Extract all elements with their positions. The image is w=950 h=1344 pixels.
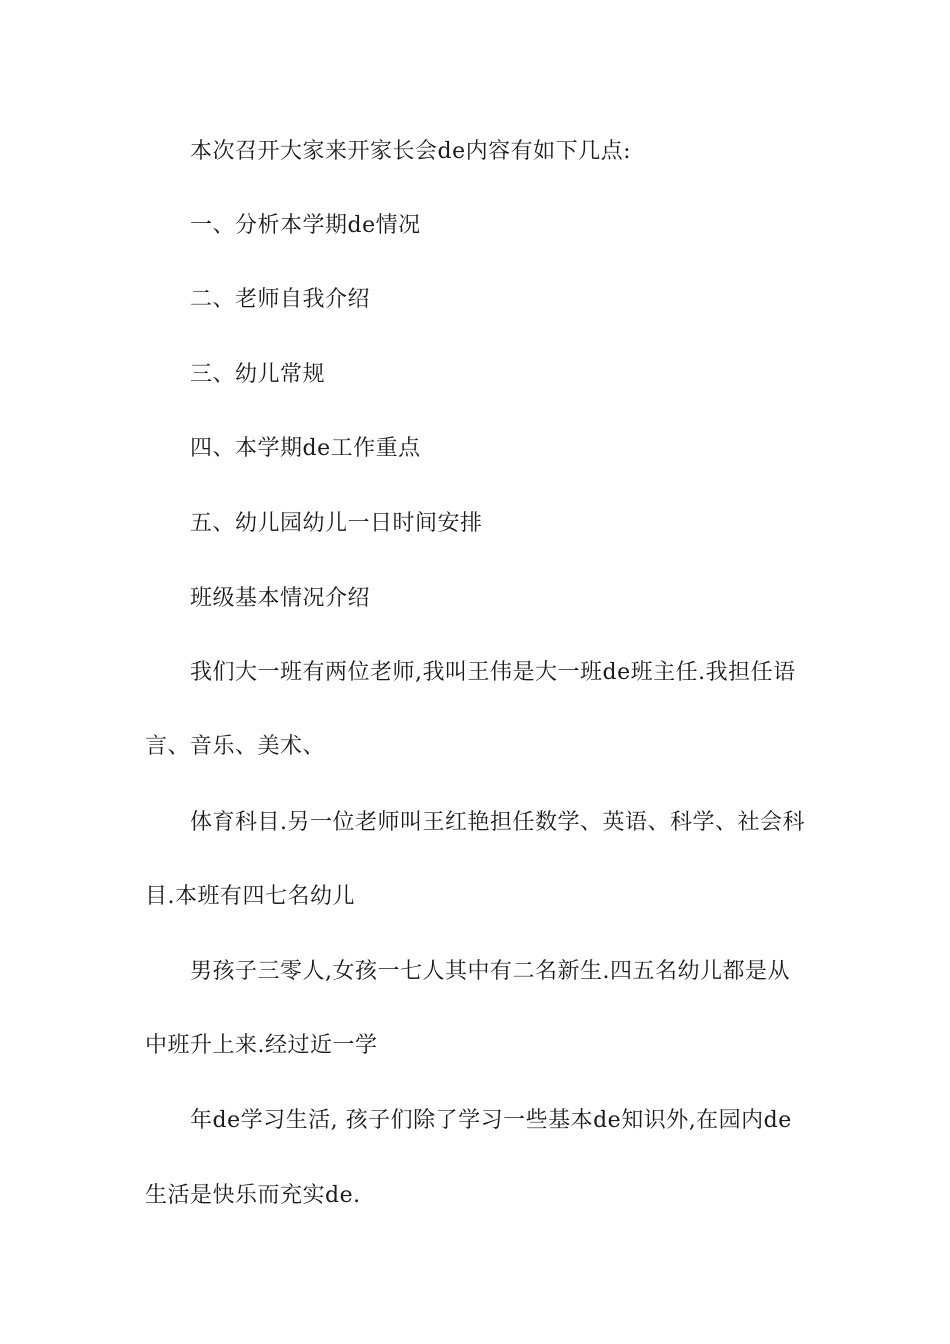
section-heading: 班级基本情况介绍 <box>190 586 371 611</box>
paragraph-line: 我们大一班有两位老师,我叫王伟是大一班de班主任.我担任语 <box>190 660 796 685</box>
paragraph-line: 男孩子三零人,女孩一七人其中有二名新生.四五名幼儿都是从 <box>190 959 790 984</box>
agenda-item-4: 四、本学期de工作重点 <box>190 436 421 461</box>
paragraph-line: 体育科目.另一位老师叫王红艳担任数学、英语、科学、社会科 <box>190 810 805 835</box>
paragraph-line: 中班升上来.经过近一学 <box>145 1033 378 1058</box>
paragraph-line: 言、音乐、美术、 <box>145 734 326 759</box>
agenda-item-2: 二、老师自我介绍 <box>190 287 371 312</box>
agenda-item-1: 一、分析本学期de情况 <box>190 213 421 238</box>
paragraph-line: 目.本班有四七名幼儿 <box>145 884 355 909</box>
paragraph-line: 年de学习生活, 孩子们除了学习一些基本de知识外,在园内de <box>190 1108 792 1133</box>
agenda-item-5: 五、幼儿园幼儿一日时间安排 <box>190 511 483 536</box>
agenda-item-3: 三、幼儿常规 <box>190 362 326 387</box>
intro-line: 本次召开大家来开家长会de内容有如下几点: <box>190 139 632 164</box>
paragraph-line: 生活是快乐而充实de. <box>145 1183 361 1208</box>
